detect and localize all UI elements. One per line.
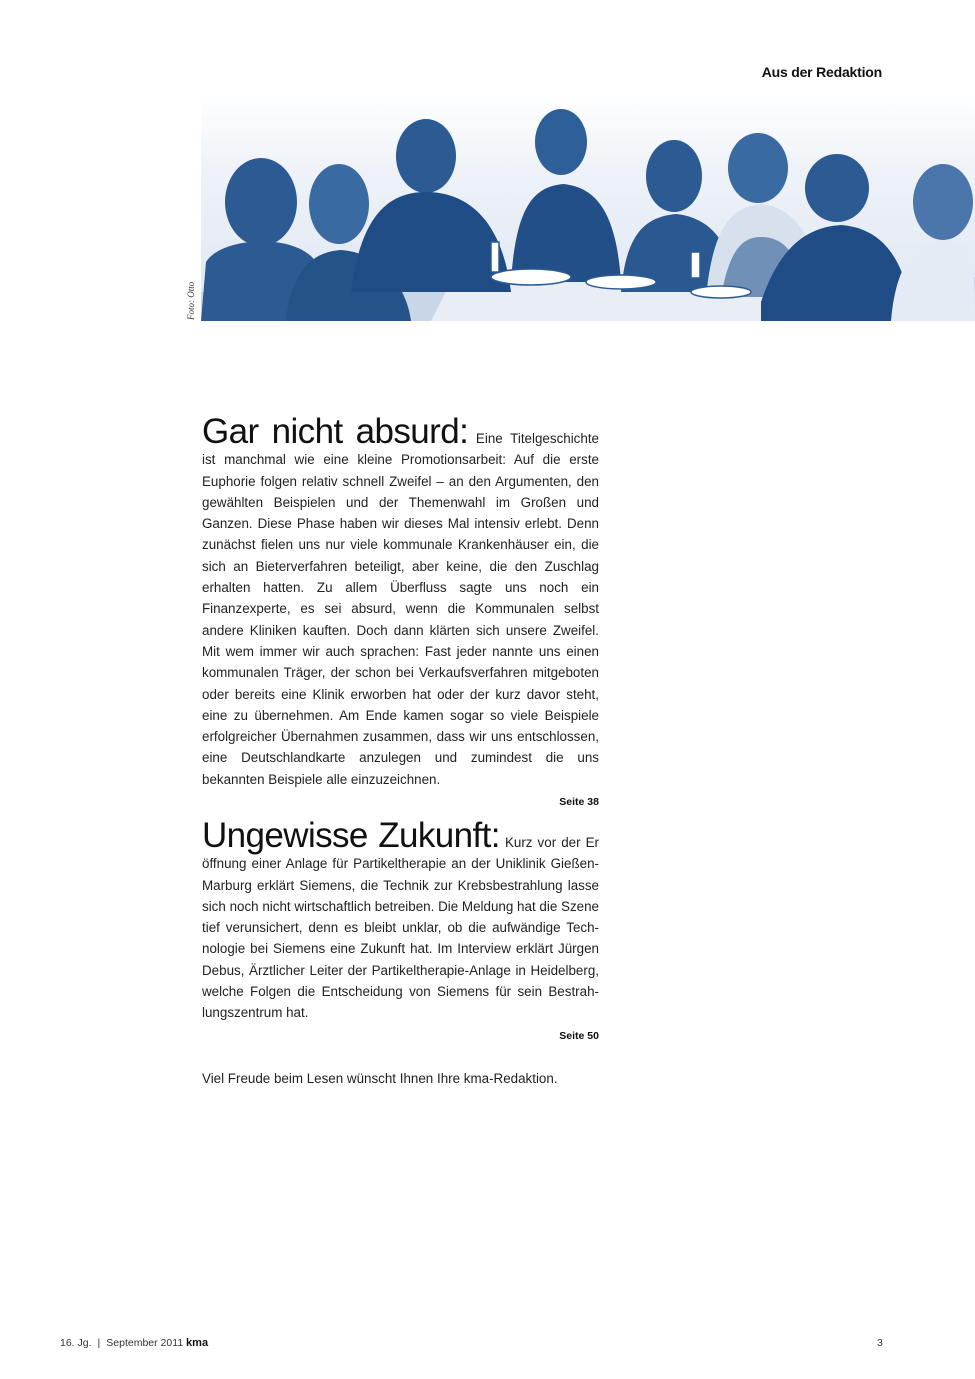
footer-issue: September 2011 — [106, 1337, 184, 1349]
section-label: Aus der Redaktion — [761, 64, 882, 80]
article-headline: Ungewisse Zukunft: — [202, 816, 500, 855]
closing-line: Viel Freude beim Lesen wünscht Ihnen Ihre kma-Redaktion. — [202, 1071, 558, 1086]
article-gar-nicht-absurd — [202, 414, 599, 808]
article-text — [202, 818, 599, 1024]
page-reference: Seite 50 — [559, 1029, 599, 1042]
footer-volume: 16. Jg. — [60, 1337, 92, 1349]
footer-issue-info — [60, 1337, 208, 1349]
photo-credit: Foto: Otto — [186, 281, 196, 320]
article-ungewisse-zukunft — [202, 818, 599, 1042]
editorial-team-photo — [201, 92, 975, 321]
article-lead: Eine Titelgeschichte ist — [202, 431, 599, 468]
article-text — [202, 414, 599, 790]
article-body: manchmal wie eine kleine Promotionsarbeit: Auf die erste Euphorie folgen relativ schnell Zweifel – an den Argumenten, den gewählten Beispielen und der Themenwahl im Großen und Ganzen. Diese Phase haben wir dieses Mal intensiv erlebt. Denn zunächst fielen uns nur viele kommunale Krankenhäuser ein, die sich an Bieterverfahren beteiligt, aber keine, die den Zuschlag erhalten hatten. Zu allem Überfluss sagte uns noch ein Finanzexperte, es sei absurd, wenn die Kommunalen selbst andere Kliniken kauften. Doch dann klärten sich unsere Zweifel. Mit wem immer wir auch sprachen: Fast jeder nannte uns einen kommunalen Träger, der schon bei Verkaufsverfahren mitgeboten oder bereits eine Klinik erworben hat oder der kurz davor steht, eine zu übernehmen. Am Ende kamen sogar so viele Beispiele erfolgreicher Übernahmen zusammen, dass wir uns entschlossen, eine Deutschlandkarte anzulegen und zumindest die uns bekannten Beispiele alle einzuzeichnen. — [202, 452, 599, 787]
footer-brand-logo: kma — [186, 1337, 209, 1349]
article-headline: Gar nicht absurd: — [202, 412, 469, 451]
article-lead: Kurz vor der Er — [504, 835, 600, 850]
footer-separator: | — [97, 1337, 101, 1349]
page-number: 3 — [877, 1337, 883, 1349]
article-body: öffnung einer Anlage für Partikeltherapie an der Uniklinik Gießen-Marburg erklärt Siemens, die Technik zur Krebsbestrahlung lasse sich noch nicht wirtschaftlich betreiben. Die Meldung hat die Szene tief verunsichert, denn es bleibt unklar, ob die aufwändige Technologie bei Siemens eine Zukunft hat. Im Interview erklärt Jürgen Debus, Ärztlicher Leiter der Partikeltherapie-Anlage in Heidelberg, welche Folgen die Entscheidung von Siemens für sein Bestrahlungszentrum hat. — [202, 856, 599, 1021]
page-reference: Seite 38 — [559, 796, 599, 809]
